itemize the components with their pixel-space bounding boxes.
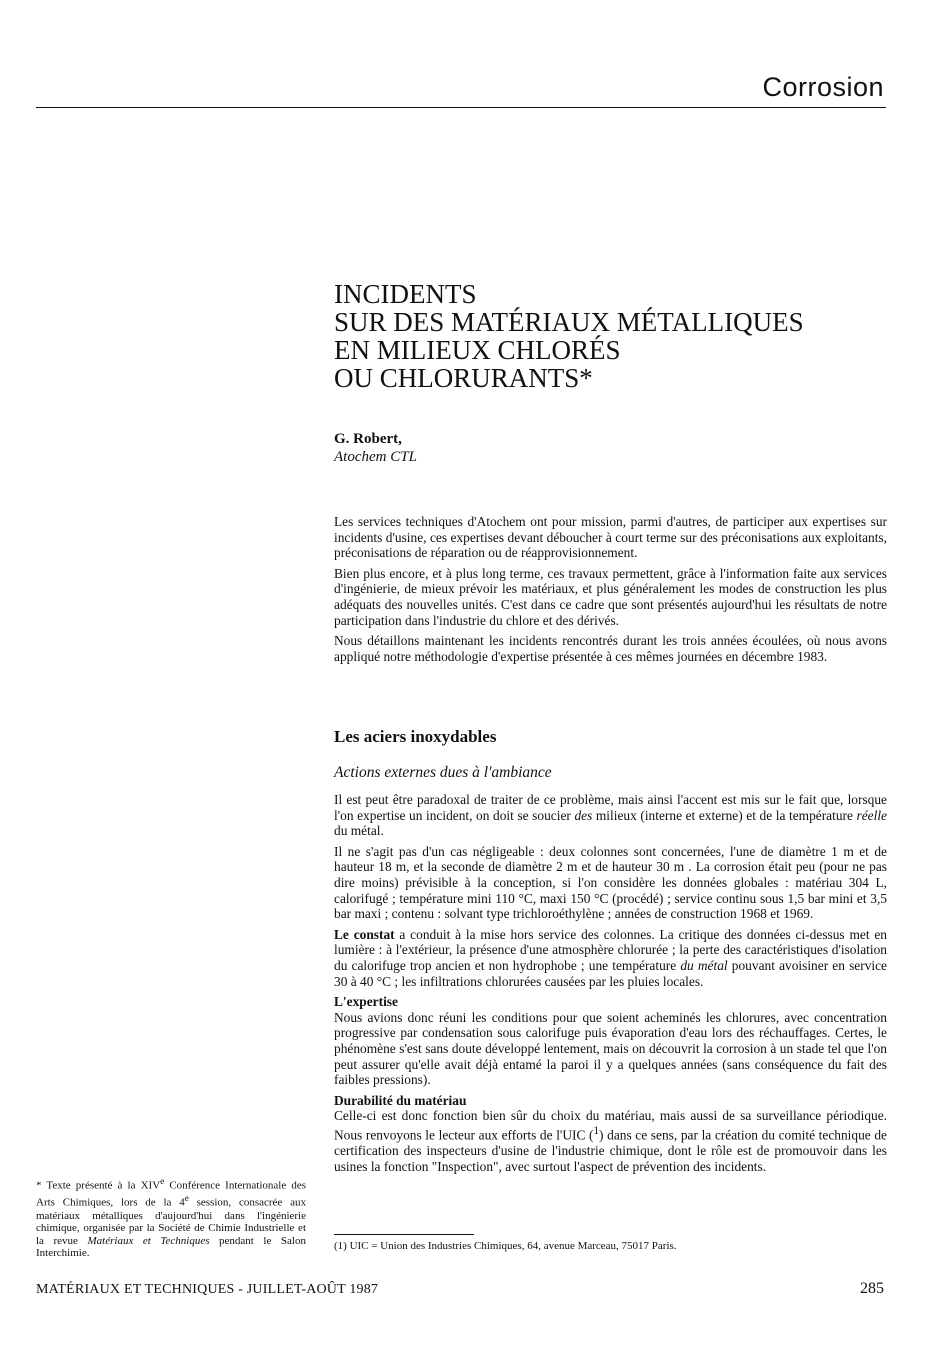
section-heading: Les aciers inoxydables <box>334 727 497 746</box>
emphasis: Matériaux et Techniques <box>87 1234 210 1247</box>
paragraph: Les services techniques d'Atochem ont pour mission, parmi d'autres, de participer aux expertises sur incidents d'usine, ces expertises devant déboucher à court terme sur des préconisations aux exploitants, préconisations de réparation ou de réapprovisionnement. <box>334 514 887 561</box>
paragraph: Bien plus encore, et à plus long terme, ces travaux permettent, grâce à l'information faite aux services d'ingénierie, de mieux prévoir les matériaux, et plus généralement les modes de construction les plus adéquats des nouvelles unités. C'est dans ce cadre que sont présentés aujourd'hui les résultats de notre participation dans l'industrie du chlore et des dérivés. <box>334 565 887 628</box>
text-run: pendant le Salon Interchimie. <box>36 1234 306 1260</box>
run-in-heading: Durabilité du matériau <box>334 1092 467 1108</box>
article-title <box>334 280 804 392</box>
text-run: * Texte présenté à la XIV <box>36 1179 161 1192</box>
paragraph <box>334 1093 887 1174</box>
paragraph <box>334 994 887 1088</box>
title-line: OU CHLORURANTS* <box>334 363 593 393</box>
superscript: e <box>160 1176 165 1186</box>
header-rule <box>36 107 886 108</box>
paragraph <box>334 792 887 839</box>
text-run: ) dans ce sens, par la création du comité technique de certification des inspecteurs d'usine de l'industrie chimique, dont le rôle est de promouvoir dans les usines la fonction "Inspection", avec surtout l'aspect de prévention des incidents. <box>334 1127 887 1174</box>
page-number: 285 <box>860 1280 884 1297</box>
footnote: (1) UIC = Union des Industries Chimiques, 64, avenue Marceau, 75017 Paris. <box>334 1240 677 1252</box>
text-run: Conférence Internationale des Arts Chimiques, lors de la 4 <box>36 1179 307 1209</box>
text-run: a conduit à la mise hors service des colonnes. La critique des données ci-dessus met en lumière : à l'extérieur, la présence d'une atmosphère chlorurée ; la perte des caractéristiques d'isolation du calorifuge trop ancien et non hydrophobe ; une température <box>334 926 887 973</box>
text-run: Celle-ci est donc fonction bien sûr du choix du matériau, mais aussi de sa surveillance périodique. Nous renvoyons le lecteur aux efforts de l'UIC ( <box>334 1108 887 1143</box>
emphasis: des <box>574 807 593 823</box>
paragraph: Nous détaillons maintenant les incidents rencontrés durant les trois années écoulées, où nous avons appliqué notre méthodologie d'expertise présentée à ces mêmes journées en décembre 1983. <box>334 633 887 664</box>
author-block <box>334 430 417 466</box>
title-line: INCIDENTS <box>334 279 477 309</box>
run-in-heading: L'expertise <box>334 994 398 1010</box>
paragraph: Il ne s'agit pas d'un cas négligeable : deux colonnes sont concernées, l'une de diamètre 1 m et de hauteur 18 m, et la seconde de diamètre 2 m et de hauteur 30 m . La corrosion était peu (pour ne pas dire moins) prévisible à la conception, si l'on considère les données globales : matériau 304 L, calorifugé ; température mini 110 °C, maxi 150 °C (procédé) ; service continu sous 1,5 bar mini et 3,5 bar maxi ; contenu : solvant type trichloroéthylène ; années de construction 1968 et 1969. <box>334 843 887 922</box>
side-note <box>36 1175 306 1260</box>
author-affiliation: Atochem CTL <box>334 449 417 465</box>
author-name: G. Robert, <box>334 431 402 447</box>
text-run: Nous avions donc réuni les conditions pour que soient acheminés les chlorures, avec concentration progressive par condensation sous calorifuge puis évaporation d'eau lors des réchauffages. Certes, le phénomène s'est sans doute développé lentement, mais on découvrit la corrosion à un stade tel que l'on peut assurer qu'elle avait déjà entamé la paroi il y a quelques années (sans conséquence du fait des faibles pressions). <box>334 1009 887 1088</box>
emphasis: du métal <box>680 957 728 973</box>
title-line: SUR DES MATÉRIAUX MÉTALLIQUES <box>334 307 804 337</box>
subsection-heading: Actions externes dues à l'ambiance <box>334 764 552 781</box>
main-text <box>334 792 887 1179</box>
lead-in: Le constat <box>334 926 395 942</box>
section-header: Corrosion <box>762 72 884 102</box>
text-run: du métal. <box>334 823 384 839</box>
text-run: Il est peut être paradoxal de traiter de ce problème, mais ainsi l'accent est mis sur le fait que, lorsque l'on expertise un incident, on doit se soucier <box>334 792 887 823</box>
text-run: pouvant avoisiner en service 30 à 40 °C ; les infiltrations chlorurées causées par les pluies locales. <box>334 957 887 989</box>
journal-footer: MATÉRIAUX ET TECHNIQUES - JUILLET-AOÛT 1987 <box>36 1282 379 1297</box>
title-line: EN MILIEUX CHLORÉS <box>334 335 621 365</box>
introduction <box>334 514 887 669</box>
text-run: milieux (interne et externe) et de la température <box>592 807 857 823</box>
footnote-ref: 1 <box>593 1124 600 1137</box>
superscript: e <box>184 1193 189 1204</box>
text-run: session, consacrée aux matériaux métalliques d'aujourd'hui dans l'ingénierie chimique, organisée par la Société de Chimie Industrielle et la revue <box>36 1196 306 1247</box>
emphasis: réelle <box>856 807 887 823</box>
footnote-rule <box>334 1234 474 1235</box>
paragraph <box>334 927 887 989</box>
